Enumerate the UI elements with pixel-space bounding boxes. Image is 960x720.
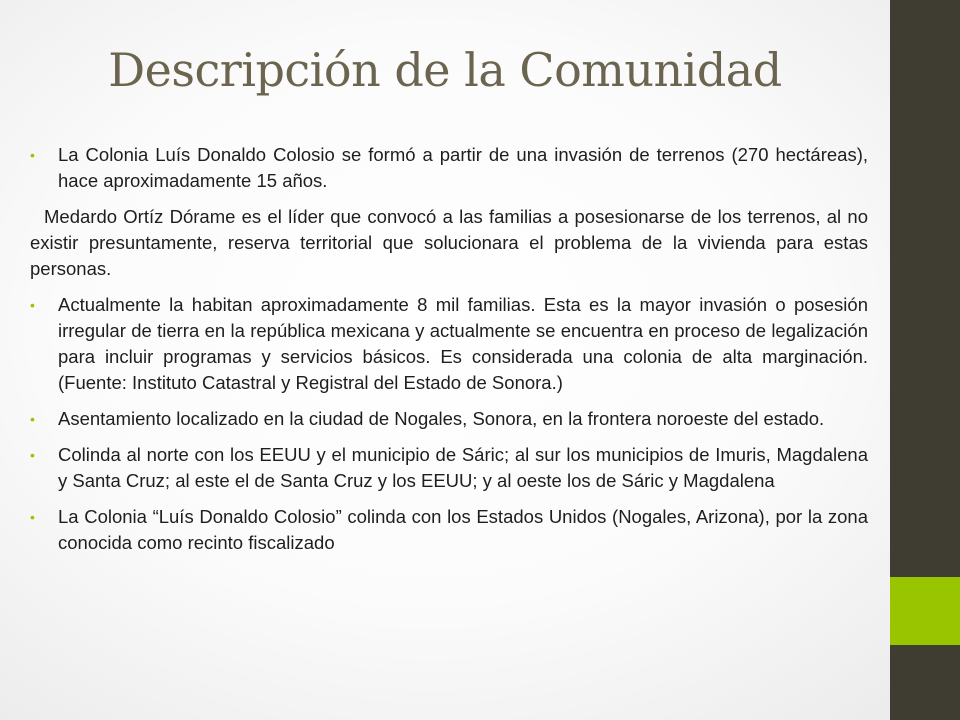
bullet-dot-icon: • (30, 297, 35, 313)
bullet-dot-icon: • (30, 411, 35, 427)
bullet-text: Asentamiento localizado en la ciudad de Nogales, Sonora, en la frontera noroeste del estado. (58, 408, 825, 429)
bullet-item (30, 142, 868, 194)
bullet-dot-icon: • (30, 509, 35, 525)
bullet-text: La Colonia “Luís Donaldo Colosio” colinda con los Estados Unidos (Nogales, Arizona), por la zona conocida como recinto fiscalizado (58, 506, 868, 553)
slide-body (30, 142, 868, 566)
bullet-text: La Colonia Luís Donaldo Colosio se formó a partir de una invasión de terrenos (270 hectáreas), hace aproximadamente 15 años. (58, 144, 868, 191)
bullet-text: Actualmente la habitan aproximadamente 8 mil familias. Esta es la mayor invasión o posesión irregular de tierra en la república mexicana y actualmente se encuentra en proceso de legalización para incluir programas y servicios básicos. Es considerada una colonia de alta marginación. (Fuente: Instituto Catastral y Registral del Estado de Sonora.) (58, 294, 868, 393)
bullet-item (30, 442, 868, 494)
bullet-text: Colinda al norte con los EEUU y el municipio de Sáric; al sur los municipios de Imuris, Magdalena y Santa Cruz; al este el de Santa Cruz y los EEUU; y al oeste los de Sáric y Magdalena (58, 444, 868, 491)
bullet-item (30, 406, 868, 432)
side-accent-decoration (890, 577, 960, 645)
bullet-item (30, 504, 868, 556)
slide-title: Descripción de la Comunidad (108, 43, 782, 97)
bullet-dot-icon: • (30, 447, 35, 463)
bullet-dot-icon: • (30, 147, 35, 163)
bullet-item (30, 292, 868, 396)
plain-paragraph: Medardo Ortíz Dórame es el líder que convocó a las familias a posesionarse de los terrenos, al no existir presuntamente, reserva territorial que solucionara el problema de la vivienda para estas personas. (30, 206, 868, 279)
